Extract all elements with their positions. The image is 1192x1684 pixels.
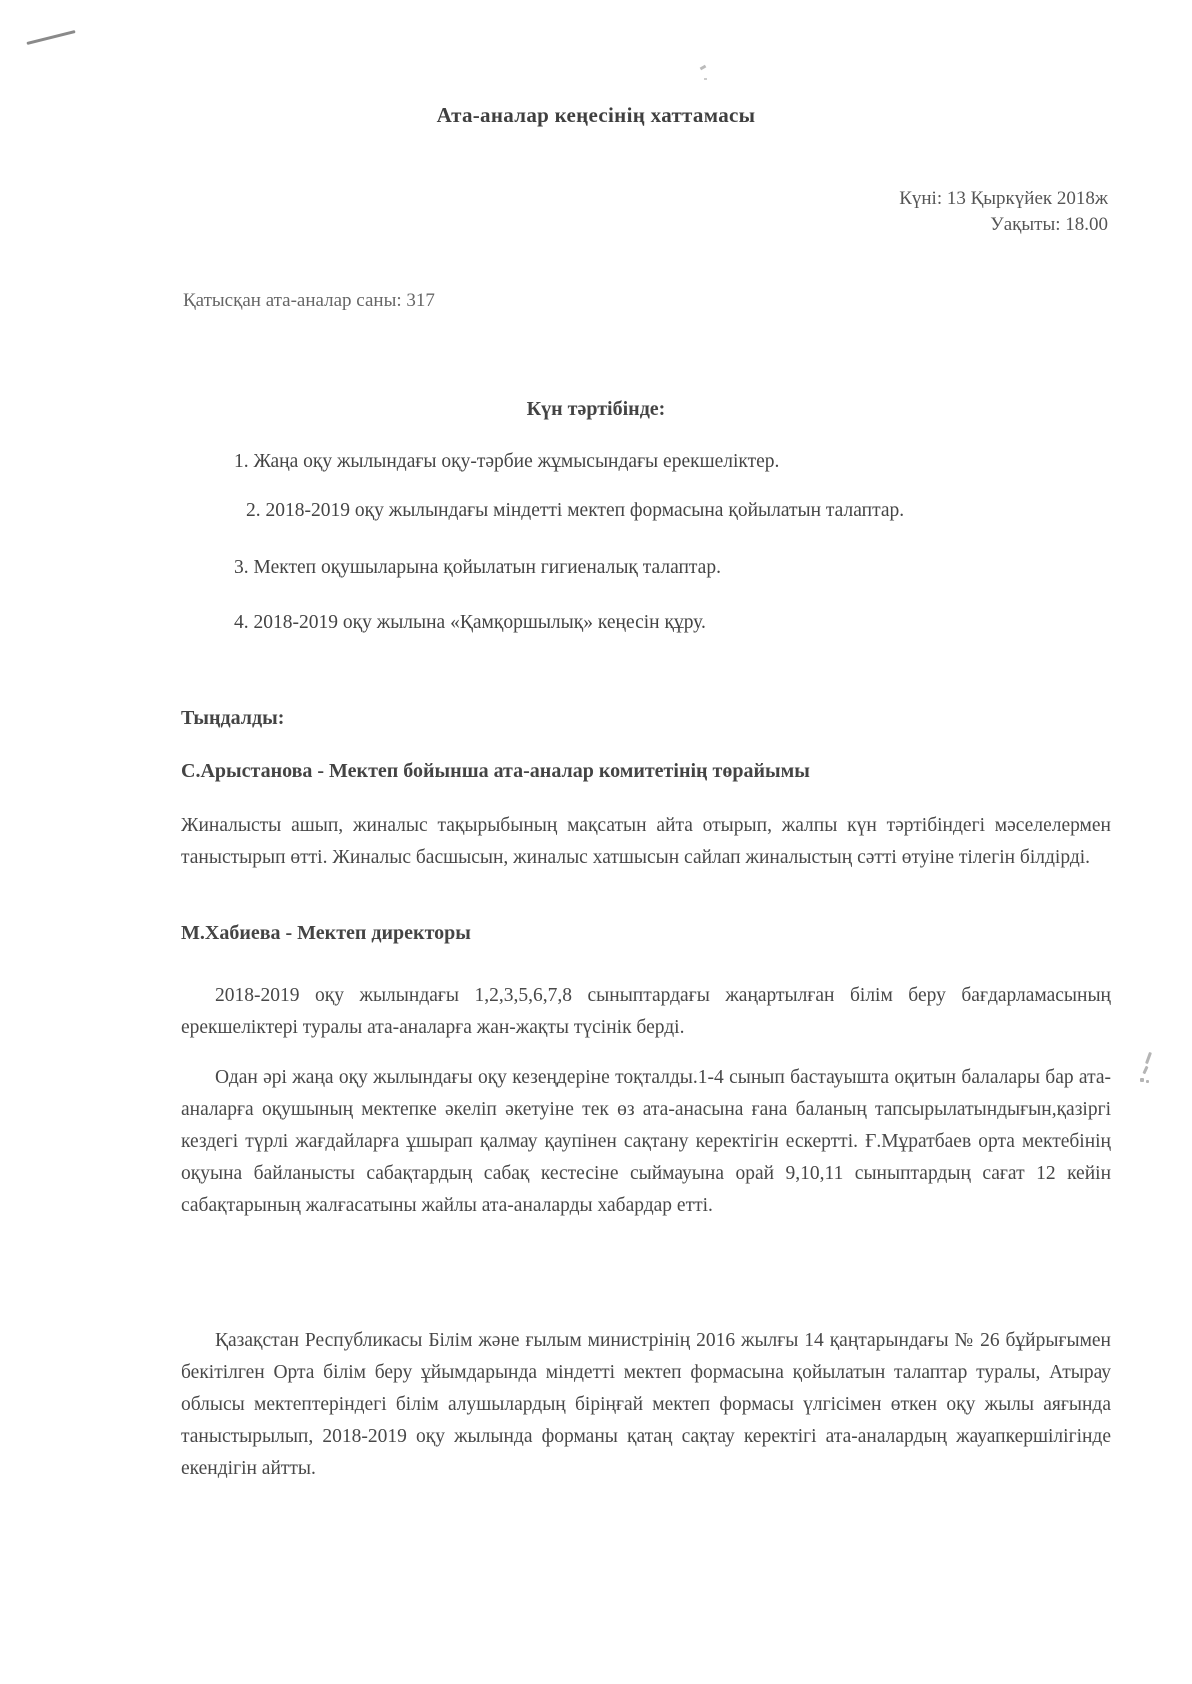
scan-speck: [700, 65, 707, 71]
document-title: Ата-аналар кеңесінің хаттамасы: [436, 103, 756, 127]
agenda-item: 1. Жаңа оқу жылындағы оқу-тәрбие жұмысындағы ерекшеліктер.: [234, 451, 780, 472]
speaker-name: С.Арыстанова - Мектеп бойынша ата-аналар комитетінің төрайымы: [181, 760, 810, 782]
meeting-date: Күні: 13 Қыркүйек 2018ж: [899, 188, 1108, 209]
agenda-item: 4. 2018-2019 оқу жылына «Қамқоршылық» кеңесін құру.: [234, 612, 706, 633]
speaker-paragraph: Қазақстан Республикасы Білім және ғылым министрінің 2016 жылғы 14 қаңтарындағы № 26 бұйрығымен бекітілген Орта білім беру ұйымдарында міндетті мектеп формасына қойылатын талаптар туралы, Атырау облысы мектептеріндегі білім алушылардың біріңғай мектеп формасы үлгісімен өткен оқу жылы аяғында таныстырылып, 2018-2019 оқу жылында форманы қатаң сақтау керектігі ата-аналардың жауапкершілігінде екендігін айтты.: [181, 1330, 1111, 1479]
speaker-name: М.Хабиева - Мектеп директоры: [181, 922, 471, 944]
meeting-time: Уақыты: 18.00: [990, 214, 1108, 235]
scan-speck: [704, 78, 707, 80]
agenda-heading: Күн тәртібінде:: [526, 398, 666, 420]
attendance-count: Қатысқан ата-аналар саны: 317: [183, 290, 435, 311]
speaker-paragraph: Жиналысты ашып, жиналыс тақырыбының мақсатын айта отырып, жалпы күн тәртібіндегі мәселелермен таныстырып өтті. Жиналыс басшысын, жиналыс хатшысын сайлап жиналыстың сәтті өтуіне тілегін білдірді.: [181, 815, 1111, 868]
scan-smudge: [1138, 1052, 1152, 1092]
meeting-meta: [899, 186, 1108, 238]
speaker-paragraph: 2018-2019 оқу жылындағы 1,2,3,5,6,7,8 сыныптардағы жаңартылған білім беру бағдарламасының ерекшеліктері туралы ата-аналарға жан-жақты түсінік берді.: [181, 985, 1111, 1038]
agenda-item: 3. Мектеп оқушыларына қойылатын гигиеналық талаптар.: [234, 557, 721, 578]
scan-artifact-mark: [26, 30, 75, 45]
speaker-paragraph: Одан әрі жаңа оқу жылындағы оқу кезеңдеріне тоқталды.1-4 сынып бастауышта оқитын балалары бар ата-аналарға оқушының мектепке әкеліп әкетуіне тек өз ата-анасына ғана баланың тапсырылатындығын,қазіргі кездегі түрлі жағдайларға ұшырап қалмау қаупінен сақтану керектігін ескертті. Ғ.Мұратбаев орта мектебінің оқуына байланысты сабақтардың сабақ кестесіне сыймауына орай 9,10,11 сыныптардың сағат 12 кейін сабақтарының жалғасатыны жайлы ата-аналарды хабардар етті.: [181, 1067, 1111, 1216]
agenda-item: 2. 2018-2019 оқу жылындағы міндетті мектеп формасына қойылатын талаптар.: [246, 500, 905, 521]
heard-heading: Тыңдалды:: [181, 707, 285, 729]
